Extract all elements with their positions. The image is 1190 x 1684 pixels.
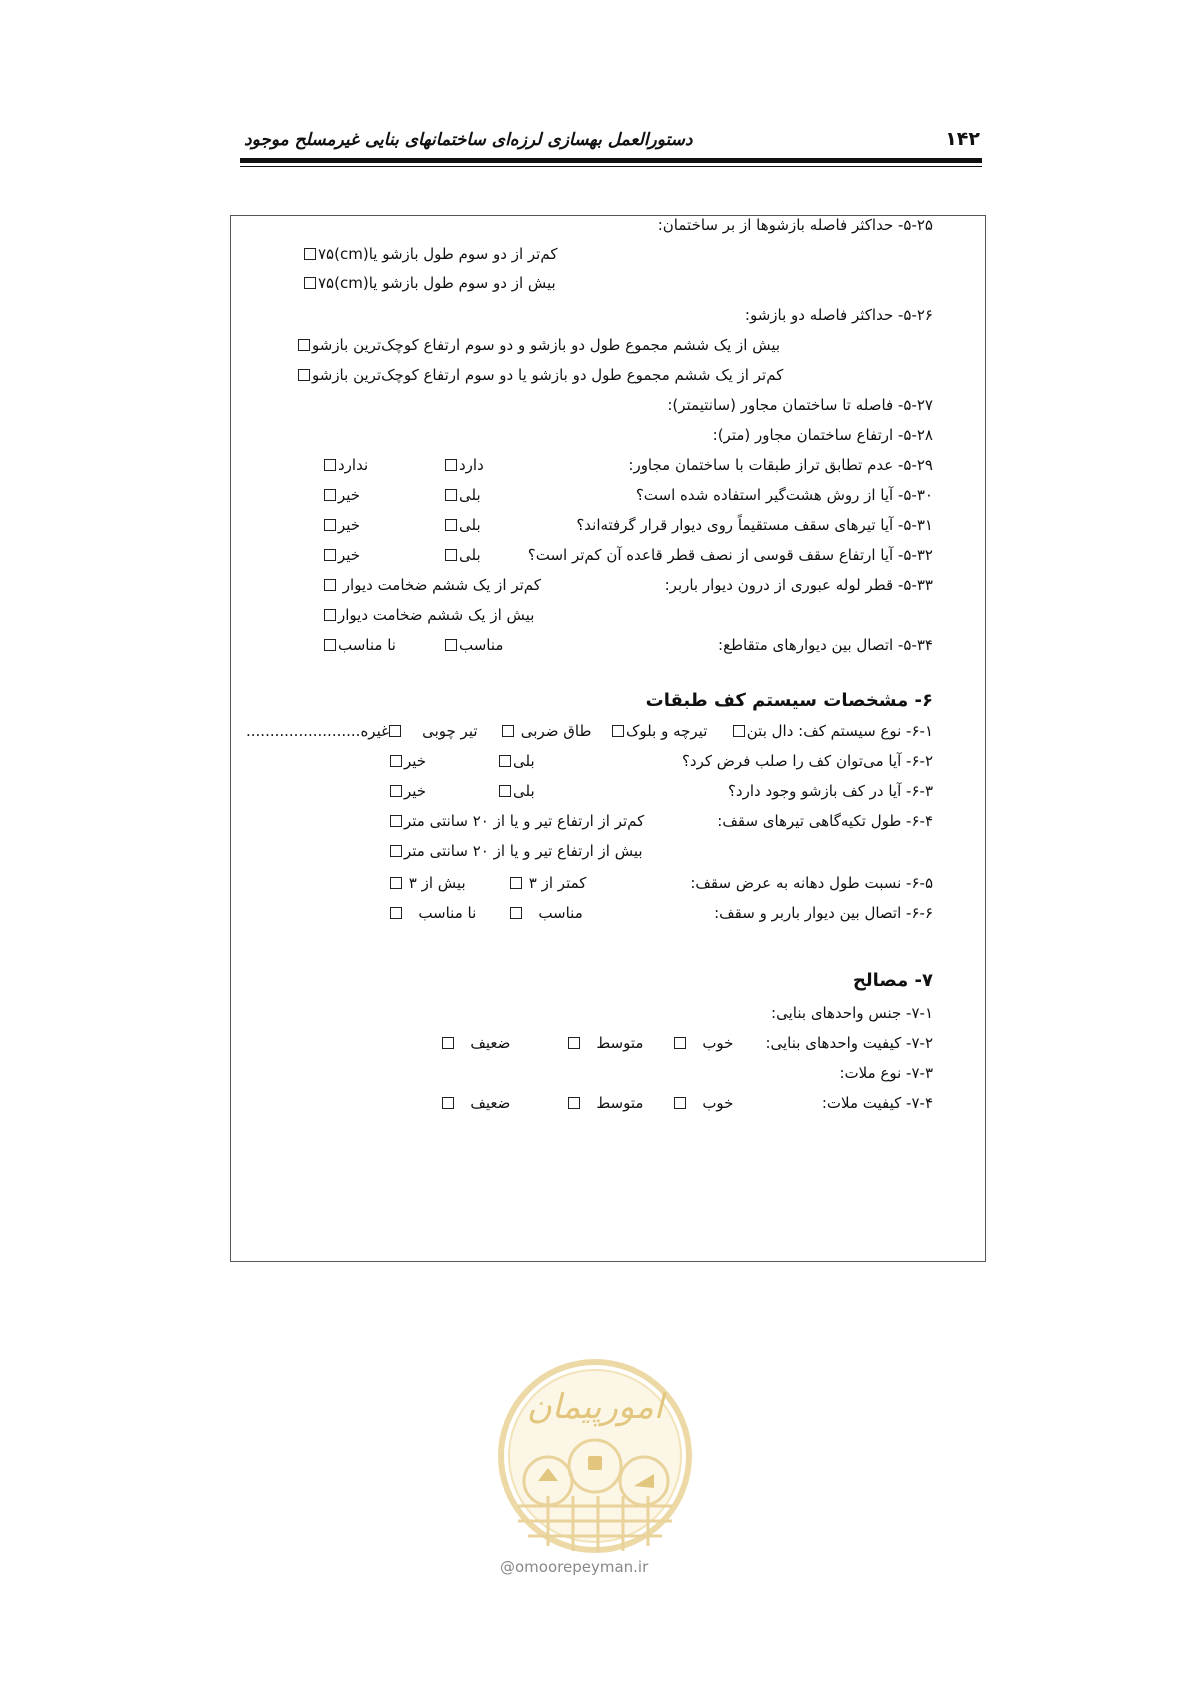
section-6-5-label: ۶-۵- نسبت طول دهانه به عرض سقف: — [690, 874, 933, 892]
section-7-4-option-3: ضعیف — [440, 1094, 510, 1112]
section-7-2-option-3: ضعیف — [440, 1034, 510, 1052]
item-30-option-2: خیر — [322, 486, 360, 504]
section-6-2-option-2: خیر — [388, 752, 426, 770]
checkbox[interactable] — [612, 725, 624, 737]
header-rule-thin — [240, 166, 982, 167]
section-6-title: ۶- مشخصات سیستم کف طبقات — [645, 690, 933, 711]
checkbox[interactable] — [568, 1037, 580, 1049]
checkbox[interactable] — [674, 1037, 686, 1049]
checkbox[interactable] — [502, 725, 514, 737]
item-31-option-2: خیر — [322, 516, 360, 534]
checkbox[interactable] — [304, 248, 316, 260]
section-6-1-option-2: طاق ضربی — [500, 722, 591, 740]
section-6-4-label: ۶-۴- طول تکیه‌گاهی تیرهای سقف: — [717, 812, 933, 830]
item-34-label: ۵-۳۴- اتصال بین دیوارهای متقاطع: — [718, 636, 933, 654]
checkbox[interactable] — [733, 725, 745, 737]
checkbox[interactable] — [298, 339, 310, 351]
section-6-1-option-4: غیره........................ — [246, 722, 389, 740]
checkbox[interactable] — [510, 907, 522, 919]
checkbox[interactable] — [324, 489, 336, 501]
section-6-3-option-2: خیر — [388, 782, 426, 800]
checkbox[interactable] — [445, 639, 457, 651]
item-25-option-1: کم‌تر از دو سوم طول بازشو یا(cm)۷۵ — [302, 245, 557, 263]
item-33-option-2: بیش از یک ششم ضخامت دیوار — [322, 606, 534, 624]
item-27-label: ۵-۲۷- فاصله تا ساختمان مجاور (سانتیمتر): — [667, 396, 933, 414]
item-26-option-2: کم‌تر از یک ششم مجموع طول دو بازشو یا دو سوم ارتفاع کوچک‌ترین بازشو — [296, 366, 783, 384]
section-7-1-label: ۷-۱- جنس واحدهای بنایی: — [771, 1004, 933, 1022]
section-6-3-label: ۶-۳- آیا در کف بازشو وجود دارد؟ — [727, 782, 933, 800]
section-7-3-label: ۷-۳- نوع ملات: — [839, 1064, 933, 1082]
item-33-label: ۵-۳۳- قطر لوله عبوری از درون دیوار باربر: — [664, 576, 933, 594]
at-icon: @ — [500, 1558, 515, 1576]
checkbox[interactable] — [390, 785, 402, 797]
item-33-option-1: کم‌تر از یک ششم ضخامت دیوار — [322, 576, 541, 594]
section-6-5-option-1: کمتر از ۳ — [508, 874, 586, 892]
checkbox[interactable] — [674, 1097, 686, 1109]
section-6-3-option-1: بلی — [497, 782, 535, 800]
checkbox[interactable] — [445, 549, 457, 561]
checkbox[interactable] — [324, 579, 336, 591]
watermark-logo — [488, 1356, 702, 1556]
checkbox[interactable] — [445, 519, 457, 531]
checkbox[interactable] — [390, 815, 402, 827]
section-7-4-option-2: متوسط — [566, 1094, 643, 1112]
section-6-1-option-3: تیر چوبی — [387, 722, 478, 740]
item-29-option-1: دارد — [443, 456, 484, 474]
checkbox[interactable] — [390, 845, 402, 857]
checkbox[interactable] — [390, 755, 402, 767]
section-6-1-label: ۶-۱- نوع سیستم کف: دال بتن — [731, 722, 933, 740]
section-6-2-option-1: بلی — [497, 752, 535, 770]
item-30-option-1: بلی — [443, 486, 481, 504]
section-6-6-option-1: مناسب — [508, 904, 583, 922]
section-7-4-option-1: خوب — [672, 1094, 733, 1112]
checkbox[interactable] — [390, 907, 402, 919]
checkbox[interactable] — [298, 369, 310, 381]
watermark-caption: @omoorepeyman.ir — [500, 1558, 649, 1576]
section-6-1-option-1: تیرچه و بلوک — [610, 722, 707, 740]
section-7-title: ۷- مصالح — [852, 970, 933, 991]
checkbox[interactable] — [304, 277, 316, 289]
page-number: ۱۴۲ — [945, 128, 980, 150]
section-6-4-option-2: بیش از ارتفاع تیر و یا از ۲۰ سانتی متر — [388, 842, 643, 860]
watermark-logo-text: امورپیمان — [526, 1387, 664, 1427]
section-7-2-option-1: خوب — [672, 1034, 733, 1052]
item-32-label: ۵-۳۲- آیا ارتفاع سقف قوسی از نصف قطر قاعده آن کم‌تر است؟ — [527, 546, 933, 564]
item-25-label: ۵-۲۵- حداکثر فاصله بازشوها از بر ساختمان: — [657, 216, 933, 234]
checkbox[interactable] — [445, 459, 457, 471]
checkbox[interactable] — [324, 459, 336, 471]
checkbox[interactable] — [568, 1097, 580, 1109]
checkbox[interactable] — [445, 489, 457, 501]
item-31-option-1: بلی — [443, 516, 481, 534]
item-25-option-2: بیش از دو سوم طول بازشو یا(cm)۷۵ — [302, 274, 556, 292]
item-32-option-2: خیر — [322, 546, 360, 564]
section-7-2-option-2: متوسط — [566, 1034, 643, 1052]
section-6-2-label: ۶-۲- آیا می‌توان کف را صلب فرض کرد؟ — [681, 752, 933, 770]
item-29-label: ۵-۲۹- عدم تطابق تراز طبقات با ساختمان مجاور: — [628, 456, 933, 474]
item-32-option-1: بلی — [443, 546, 481, 564]
item-26-option-1: بیش از یک ششم مجموع طول دو بازشو و دو سوم ارتفاع کوچک‌ترین بازشو — [296, 336, 780, 354]
running-header-title: دستورالعمل بهسازی لرزه‌ای ساختمانهای بنایی غیرمسلح موجود — [244, 130, 693, 150]
checkbox[interactable] — [499, 785, 511, 797]
checkbox[interactable] — [442, 1037, 454, 1049]
item-34-option-1: مناسب — [443, 636, 503, 654]
item-30-label: ۵-۳۰- آیا از روش هشت‌گیر استفاده شده است؟ — [635, 486, 933, 504]
section-7-4-label: ۷-۴- کیفیت ملات: — [821, 1094, 933, 1112]
checkbox[interactable] — [324, 609, 336, 621]
item-31-label: ۵-۳۱- آیا تیرهای سقف مستقیماً روی دیوار قرار گرفته‌اند؟ — [576, 516, 933, 534]
checkbox[interactable] — [390, 877, 402, 889]
checkbox[interactable] — [389, 725, 401, 737]
item-29-option-2: ندارد — [322, 456, 368, 474]
section-6-6-option-2: نا مناسب — [388, 904, 476, 922]
checkbox[interactable] — [510, 877, 522, 889]
section-7-2-label: ۷-۲- کیفیت واحدهای بنایی: — [765, 1034, 933, 1052]
checkbox[interactable] — [324, 519, 336, 531]
item-28-label: ۵-۲۸- ارتفاع ساختمان مجاور (متر): — [712, 426, 933, 444]
checkbox[interactable] — [324, 639, 336, 651]
section-6-5-option-2: بیش از ۳ — [388, 874, 466, 892]
item-34-option-2: نا مناسب — [322, 636, 396, 654]
section-6-4-option-1: کم‌تر از ارتفاع تیر و یا از ۲۰ سانتی متر — [388, 812, 644, 830]
checkbox[interactable] — [324, 549, 336, 561]
section-6-6-label: ۶-۶- اتصال بین دیوار باربر و سقف: — [714, 904, 933, 922]
header-rule-thick — [240, 158, 982, 163]
checkbox[interactable] — [442, 1097, 454, 1109]
item-26-label: ۵-۲۶- حداکثر فاصله دو بازشو: — [744, 306, 933, 324]
checkbox[interactable] — [499, 755, 511, 767]
